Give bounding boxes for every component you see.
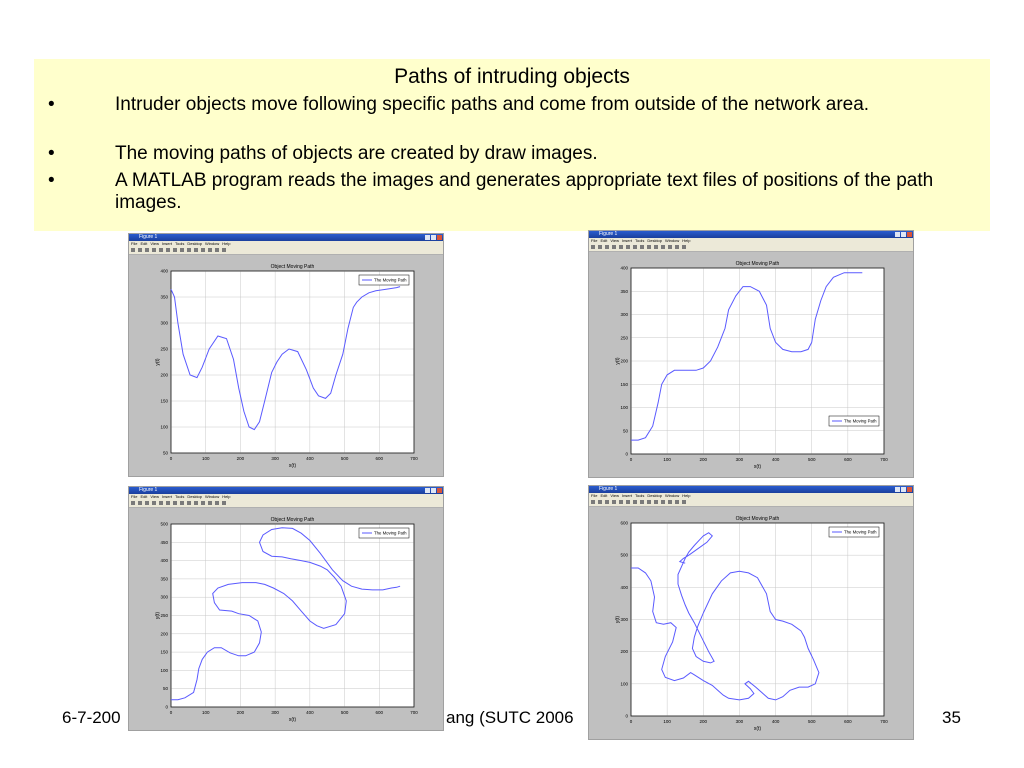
bullet-text: A MATLAB program reads the images and generates appropriate text files of positions of the path images. [115,170,934,213]
footer-date: 6-7-200 [62,708,121,727]
y-tick-label: 500 [160,521,168,527]
y-tick-label: 350 [160,294,168,300]
y-axis-label: y(t) [155,611,161,620]
y-tick-label: 0 [625,451,628,457]
y-axis-label: y(t) [155,358,161,366]
y-tick-label: 300 [160,320,168,326]
x-tick-label: 600 [375,456,384,461]
x-tick-label: 0 [629,719,633,724]
chart-title: Object Moving Path [735,261,780,267]
menu-item-file[interactable]: File [591,238,598,243]
y-tick-label: 300 [620,617,628,622]
menu-item-desktop[interactable]: Desktop [187,494,203,499]
menu-item-view[interactable]: View [150,494,159,499]
x-tick-label: 300 [735,719,744,724]
y-tick-label: 300 [160,594,168,600]
menu-item-view[interactable]: View [150,241,159,246]
x-tick-label: 500 [807,719,816,724]
plot-area [171,271,414,453]
x-tick-label: 0 [629,457,633,462]
y-tick-label: 200 [620,358,628,364]
path-chart [129,487,443,730]
menu-item-tools[interactable]: Tools [634,238,645,243]
figure-window [588,230,914,478]
x-tick-label: 400 [771,457,780,462]
y-axis-label: y(t) [615,615,621,624]
slide-title: Paths of intruding objects [394,65,630,88]
menu-item-tools[interactable]: Tools [634,493,645,498]
y-tick-label: 0 [165,704,168,710]
legend-label: The Moving Path [844,418,877,424]
menu-item-insert[interactable]: Insert [161,494,172,499]
path-chart [129,234,443,476]
menu-item-insert[interactable]: Insert [161,241,172,246]
menu-item-window[interactable]: Window [665,238,680,243]
x-tick-label: 500 [807,457,816,462]
x-tick-label: 500 [340,710,349,715]
menu-item-help[interactable]: Help [222,241,231,246]
y-tick-label: 150 [160,398,168,404]
chart-title: Object Moving Path [270,517,315,523]
menu-item-help[interactable]: Help [682,493,691,498]
x-axis-label: x(t) [288,717,297,723]
y-tick-label: 200 [160,631,168,637]
menu-item-edit[interactable]: Edit [140,494,148,499]
y-tick-label: 350 [620,288,628,294]
menu-item-window[interactable]: Window [205,241,220,246]
x-tick-label: 400 [771,719,780,724]
y-tick-label: 300 [620,312,628,317]
x-tick-label: 400 [306,710,314,715]
x-tick-label: 300 [271,456,279,461]
footer-author: ang (SUTC 2006 [446,708,574,727]
y-tick-label: 150 [620,381,628,387]
x-tick-label: 200 [699,719,708,724]
menu-item-tools[interactable]: Tools [174,494,185,499]
bullet-marker: • [48,170,55,191]
y-tick-label: 150 [160,649,168,655]
x-tick-label: 700 [880,457,888,462]
menu-item-edit[interactable]: Edit [600,493,608,498]
menu-item-window[interactable]: Window [665,493,680,498]
x-tick-label: 600 [844,719,852,724]
path-chart [589,486,913,739]
y-tick-label: 450 [160,539,168,545]
y-tick-label: 400 [160,268,168,274]
menu-item-file[interactable]: File [131,241,138,246]
menu-item-view[interactable]: View [610,238,619,243]
bullet-marker: • [48,143,55,164]
x-axis-label: x(t) [753,726,762,732]
y-tick-label: 100 [620,405,628,410]
y-tick-label: 200 [620,649,628,655]
y-tick-label: 0 [625,713,628,719]
y-tick-label: 350 [160,576,168,582]
x-tick-label: 700 [880,719,888,724]
y-tick-label: 250 [160,346,168,352]
x-tick-label: 0 [169,456,173,461]
menu-item-edit[interactable]: Edit [140,241,148,246]
x-tick-label: 300 [271,710,279,715]
menu-item-desktop[interactable]: Desktop [647,493,663,498]
x-axis-label: x(t) [753,464,762,470]
x-tick-label: 700 [410,456,418,461]
x-tick-label: 700 [410,710,418,715]
y-tick-label: 50 [622,428,628,434]
x-tick-label: 500 [340,456,349,461]
x-tick-label: 600 [375,710,384,715]
menu-item-edit[interactable]: Edit [600,238,608,243]
y-tick-label: 500 [620,552,628,558]
window-title: Figure 1 [139,487,158,493]
legend-label: The Moving Path [844,529,877,535]
path-chart [589,231,913,477]
figure-window [128,486,444,731]
y-tick-label: 400 [620,265,628,271]
x-tick-label: 200 [236,456,245,461]
y-tick-label: 100 [160,667,168,673]
window-title: Figure 1 [599,231,618,237]
x-tick-label: 100 [663,719,671,724]
y-tick-label: 600 [620,520,628,526]
x-tick-label: 600 [844,457,852,462]
menu-item-file[interactable]: File [131,494,138,499]
y-tick-label: 100 [160,424,168,430]
x-tick-label: 400 [306,456,314,461]
menu-item-insert[interactable]: Insert [621,238,632,243]
y-tick-label: 50 [162,686,168,692]
y-tick-label: 250 [160,613,168,618]
y-tick-label: 250 [620,335,628,341]
chart-title: Object Moving Path [735,516,780,522]
page-number: 35 [942,708,961,727]
menu-item-file[interactable]: File [591,493,598,498]
y-tick-label: 400 [160,558,168,564]
menu-item-insert[interactable]: Insert [621,493,632,498]
window-title: Figure 1 [139,234,158,240]
x-tick-label: 100 [201,456,210,461]
bullet-marker: • [48,94,55,115]
legend-label: The Moving Path [374,530,407,536]
x-tick-label: 0 [169,710,173,715]
x-tick-label: 300 [735,457,744,462]
menu-item-window[interactable]: Window [205,494,220,499]
figure-window [128,233,444,477]
content-box [34,59,990,231]
menu-item-tools[interactable]: Tools [174,241,185,246]
legend-label: The Moving Path [374,277,407,283]
menu-item-help[interactable]: Help [682,238,691,243]
x-tick-label: 200 [236,710,245,715]
chart-title: Object Moving Path [270,264,315,270]
menu-item-desktop[interactable]: Desktop [187,241,203,246]
y-tick-label: 400 [620,584,628,590]
y-axis-label: y(t) [615,357,621,365]
y-tick-label: 200 [160,372,168,378]
figure-window [588,485,914,740]
bullet-text: The moving paths of objects are created by draw images. [115,143,598,164]
y-tick-label: 50 [162,450,168,456]
x-axis-label: x(t) [288,463,297,469]
x-tick-label: 100 [201,710,210,715]
menu-item-view[interactable]: View [610,493,619,498]
y-tick-label: 100 [620,681,628,687]
bullet-text: Intruder objects move following specific paths and come from outside of the network area. [115,94,870,115]
window-title: Figure 1 [599,486,618,492]
menu-item-help[interactable]: Help [222,494,231,499]
menu-item-desktop[interactable]: Desktop [647,238,663,243]
x-tick-label: 100 [663,457,671,462]
x-tick-label: 200 [699,457,708,462]
